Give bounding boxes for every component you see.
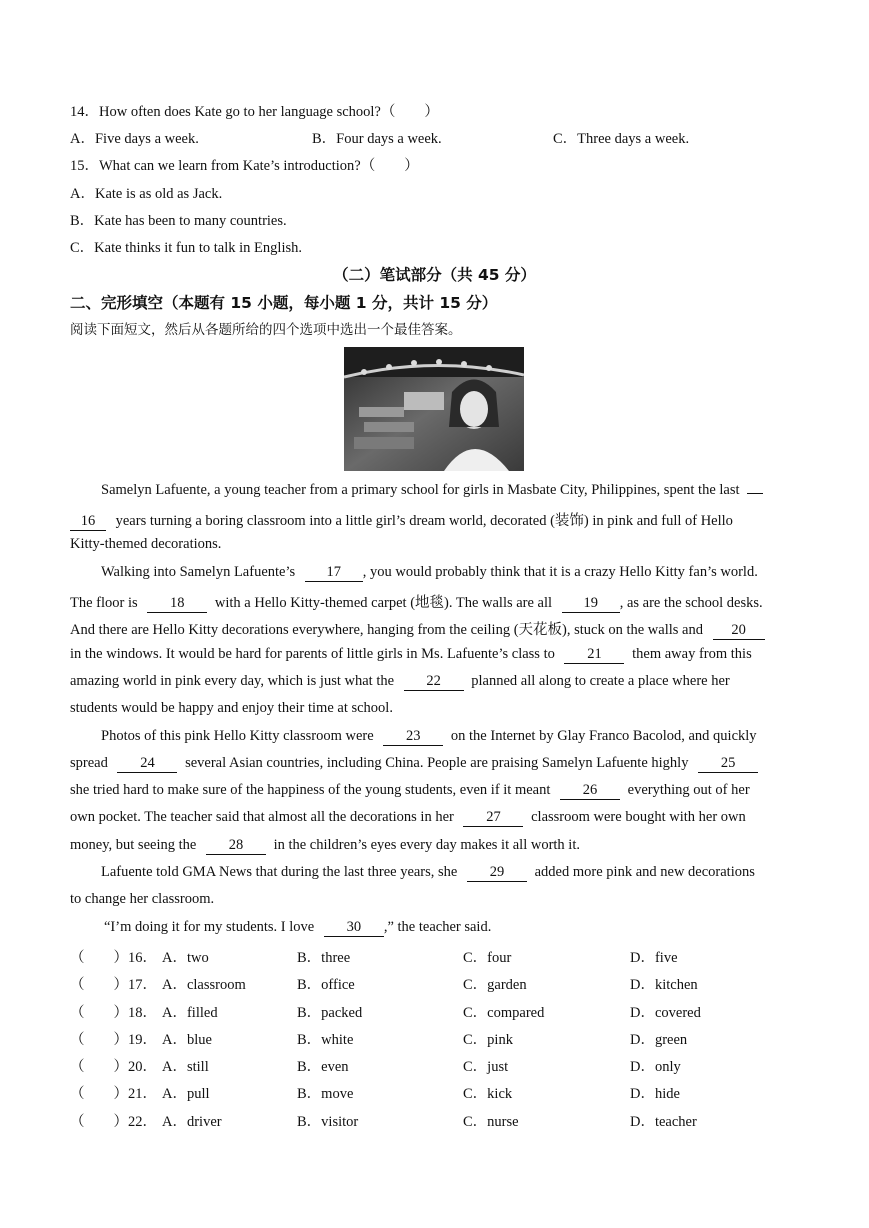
choice-option-b: B．move — [297, 1086, 354, 1102]
passage-p2-line6: students would be happy and enjoy their time at school. — [70, 700, 393, 716]
choice-option-c: C．just — [463, 1059, 509, 1075]
choice-option-b: B．white — [297, 1032, 354, 1048]
classroom-photo-image — [344, 347, 524, 471]
choice-option-d: D．covered — [630, 1005, 701, 1021]
choice-option-a: A．blue — [162, 1032, 212, 1048]
choice-option-c: C．kick — [463, 1086, 513, 1102]
choice-number: （ ）18． — [70, 1005, 157, 1021]
classroom-photo — [344, 347, 524, 471]
passage-p2-line4: in the windows. It would be hard for parents of little girls in Ms. Lafuente’s class to 21 them away from this — [70, 646, 752, 662]
choice-option-b: B．visitor — [297, 1114, 359, 1130]
choice-option-d: D．only — [630, 1059, 681, 1075]
passage-p4-line2: to change her classroom. — [70, 891, 215, 907]
q15-option-a: A．Kate is as old as Jack. — [70, 186, 223, 202]
choice-option-a: A．driver — [162, 1114, 222, 1130]
q15-option-b: B．Kate has been to many countries. — [70, 213, 287, 229]
blank-27: 27 — [463, 810, 523, 827]
choice-option-d: D．hide — [630, 1086, 680, 1102]
choice-option-d: D．kitchen — [630, 977, 698, 993]
blank-23: 23 — [383, 729, 443, 746]
choice-option-a: A．pull — [162, 1086, 210, 1102]
choice-option-b: B．office — [297, 977, 355, 993]
choice-option-a: A．two — [162, 950, 209, 966]
choice-option-b: B．even — [297, 1059, 349, 1075]
passage-p2-line1: Walking into Samelyn Lafuente’s 17 , you would probably think that it is a crazy Hello Kitty fan’s world. — [101, 564, 758, 580]
choice-number: （ ）17． — [70, 977, 157, 993]
blank-30: 30 — [324, 920, 384, 937]
blank-22: 22 — [404, 674, 464, 691]
choice-option-b: B．packed — [297, 1005, 363, 1021]
choice-option-a: A．filled — [162, 1005, 218, 1021]
choice-option-c: C．nurse — [463, 1114, 519, 1130]
choice-number: （ ）19． — [70, 1032, 157, 1048]
passage-p4-line1: Lafuente told GMA News that during the last three years, she 29 added more pink and new decorations — [101, 864, 755, 880]
blank-25: 25 — [698, 756, 758, 773]
choice-option-a: A．still — [162, 1059, 209, 1075]
passage-p2-line5: amazing world in pink every day, which is just what the 22 planned all along to create a place where her — [70, 673, 730, 689]
section-title: （二）笔试部分（共 45 分） — [333, 266, 536, 284]
choice-number: （ ）21． — [70, 1086, 157, 1102]
choice-number: （ ）20． — [70, 1059, 157, 1075]
q15-option-c: C．Kate thinks it fun to talk in English. — [70, 240, 302, 256]
q14-option-b: B．Four days a week. — [312, 131, 442, 147]
question-14-stem: 14．How often does Kate go to her language school?（ ） — [70, 104, 439, 120]
passage-p2-line2: The floor is 18 with a Hello Kitty-themed carpet (地毯). The walls are all 19 , as are the school desks. — [70, 595, 763, 611]
blank-19: 19 — [562, 596, 620, 613]
passage-p3-line2: spread 24 several Asian countries, including China. People are praising Samelyn Lafuente highly 25 — [70, 755, 758, 773]
passage-p5-line1: “I’m doing it for my students. I love 30 ,” the teacher said. — [104, 919, 492, 935]
q14-option-c: C．Three days a week. — [553, 131, 690, 147]
question-15-stem: 15．What can we learn from Kate’s introduction?（ ） — [70, 158, 419, 174]
passage-p3-line1: Photos of this pink Hello Kitty classroom were 23 on the Internet by Glay Franco Bacolod, and quickly — [101, 728, 757, 744]
passage-p1-line3: Kitty-themed decorations. — [70, 536, 222, 552]
choice-option-c: C．compared — [463, 1005, 545, 1021]
choice-option-c: C．pink — [463, 1032, 513, 1048]
blank-28: 28 — [206, 838, 266, 855]
choice-option-b: B．three — [297, 950, 351, 966]
blank-17: 17 — [305, 565, 363, 582]
passage-p2-line3: And there are Hello Kitty decorations everywhere, hanging from the ceiling (天花板), stuck on the walls and 20 — [70, 618, 765, 640]
q14-option-a: A．Five days a week. — [70, 131, 199, 147]
blank-24: 24 — [117, 756, 177, 773]
passage-p3-line3: she tried hard to make sure of the happiness of the young students, even if it meant 26 everything out of her — [70, 782, 750, 798]
passage-p3-line4: own pocket. The teacher said that almost all the decorations in her 27 classroom were bought with her own — [70, 809, 746, 825]
blank-16: 16 — [70, 514, 106, 531]
choice-option-c: C．garden — [463, 977, 527, 993]
passage-p3-line5: money, but seeing the 28 in the children’s eyes every day makes it all worth it. — [70, 837, 580, 853]
choice-option-a: A．classroom — [162, 977, 246, 993]
blank-20: 20 — [713, 623, 765, 640]
choice-number: （ ）22． — [70, 1114, 157, 1130]
choice-option-d: D．five — [630, 950, 678, 966]
choice-option-c: C．four — [463, 950, 512, 966]
part-title: 二、完形填空（本题有 15 小题，每小题 1 分，共计 15 分） — [70, 294, 498, 312]
blank-18: 18 — [147, 596, 207, 613]
blank-29: 29 — [467, 865, 527, 882]
blank-21: 21 — [564, 647, 624, 664]
choice-option-d: D．green — [630, 1032, 688, 1048]
choice-option-d: D．teacher — [630, 1114, 697, 1130]
passage-p1-line1: Samelyn Lafuente, a young teacher from a primary school for girls in Masbate City, Philippines, spent the last — [101, 482, 763, 499]
instructions: 阅读下面短文，然后从各题所给的四个选项中选出一个最佳答案。 — [70, 322, 462, 338]
blank-26: 26 — [560, 783, 620, 800]
choice-number: （ ）16． — [70, 950, 157, 966]
passage-p1-line2: 16 years turning a boring classroom into a little girl’s dream world, decorated (装饰) in pink and full of Hello — [70, 509, 733, 531]
